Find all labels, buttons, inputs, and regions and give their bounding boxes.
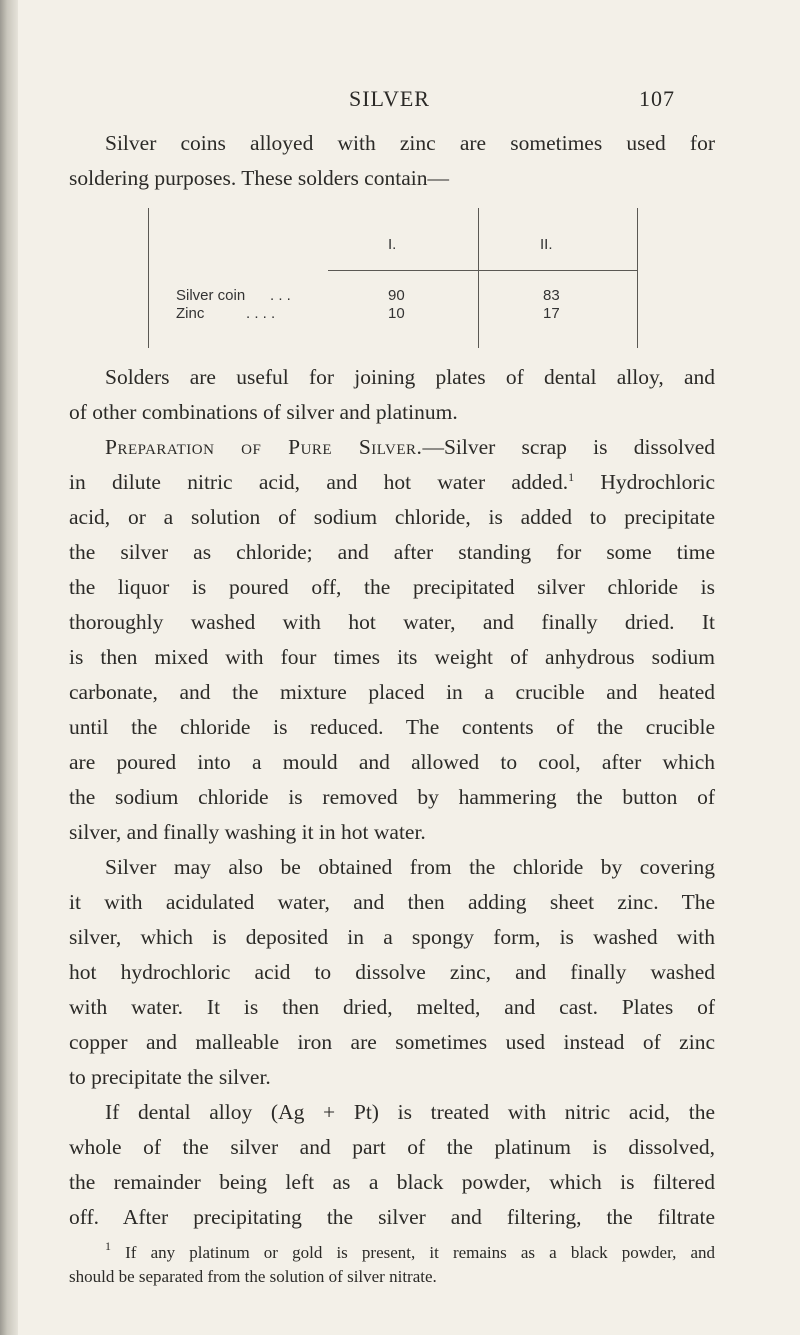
row-value-2: 83 [543,287,560,304]
row-leaders: . . . [270,287,291,304]
para3-line12: silver, and finally washing it in hot water. [69,820,426,844]
para4-line7: to precipitate the silver. [69,1065,271,1089]
para3-line11: the sodium chloride is removed by hammering the button of [69,785,715,809]
page-number: 107 [639,86,675,111]
row-label: Silver coin [176,287,246,304]
para3-line3: acid, or a solution of sodium chloride, is added to precipitate [69,505,715,529]
para4-line1: Silver may also be obtained from the chloride by covering [105,855,715,879]
row-value-1: 90 [388,287,405,304]
book-spine-shadow [0,0,18,1335]
running-title: SILVER [349,86,430,111]
para2-line2: of other combinations of silver and platinum. [69,400,458,424]
para3-line6: thoroughly washed with hot water, and finally dried. It [69,610,715,634]
footnote-marker: 1 [105,1239,111,1253]
para3-line1: Preparation of Pure Silver.—Silver scrap is dissolved [105,435,715,459]
para1-line2: soldering purposes. These solders contain— [69,166,449,190]
para3-line2: in dilute nitric acid, and hot water added.$^1$ Hydrochloric [69,470,715,494]
column-header-2: II. [540,236,553,253]
footnote-reference: 1 [568,470,575,484]
para5-line1: If dental alloy (Ag + Pt) is treated with nitric acid, the [105,1100,715,1124]
para3-line4: the silver as chloride; and after standing for some time [69,540,715,564]
footnote-line1: $^1$ If any platinum or gold is present, it remains as a black powder, and [105,1239,715,1262]
para4-line3: silver, which is deposited in a spongy form, is washed with [69,925,715,949]
para4-line6: copper and malleable iron are sometimes used instead of zinc [69,1030,715,1054]
para2-line1: Solders are useful for joining plates of dental alloy, and [105,365,715,389]
para3-line7: is then mixed with four times its weight of anhydrous sodium [69,645,715,669]
para5-line4: off. After precipitating the silver and filtering, the filtrate [69,1205,715,1229]
row-value-2: 17 [543,305,560,322]
para1-line1: Silver coins alloyed with zinc are sometimes used for [105,131,715,155]
para3-line9: until the chloride is reduced. The contents of the crucible [69,715,715,739]
column-header-1: I. [388,236,397,253]
solder-composition-table [148,208,638,348]
para4-line4: hot hydrochloric acid to dissolve zinc, and finally washed [69,960,715,984]
para3-line10: are poured into a mould and allowed to cool, after which [69,750,715,774]
para3-line5: the liquor is poured off, the precipitated silver chloride is [69,575,715,599]
row-label: Zinc [176,305,205,322]
para4-line5: with water. It is then dried, melted, and cast. Plates of [69,995,715,1019]
footnote-line2: should be separated from the solution of silver nitrate. [69,1267,437,1286]
para5-line3: the remainder being left as a black powder, which is filtered [69,1170,715,1194]
para5-line2: whole of the silver and part of the platinum is dissolved, [69,1135,715,1159]
running-header [0,86,800,116]
para3-line8: carbonate, and the mixture placed in a crucible and heated [69,680,715,704]
section-heading: Preparation of Pure Silver. [105,435,423,459]
row-leaders: . . . . [246,305,276,322]
para4-line2: it with acidulated water, and then adding sheet zinc. The [69,890,715,914]
row-value-1: 10 [388,305,405,322]
